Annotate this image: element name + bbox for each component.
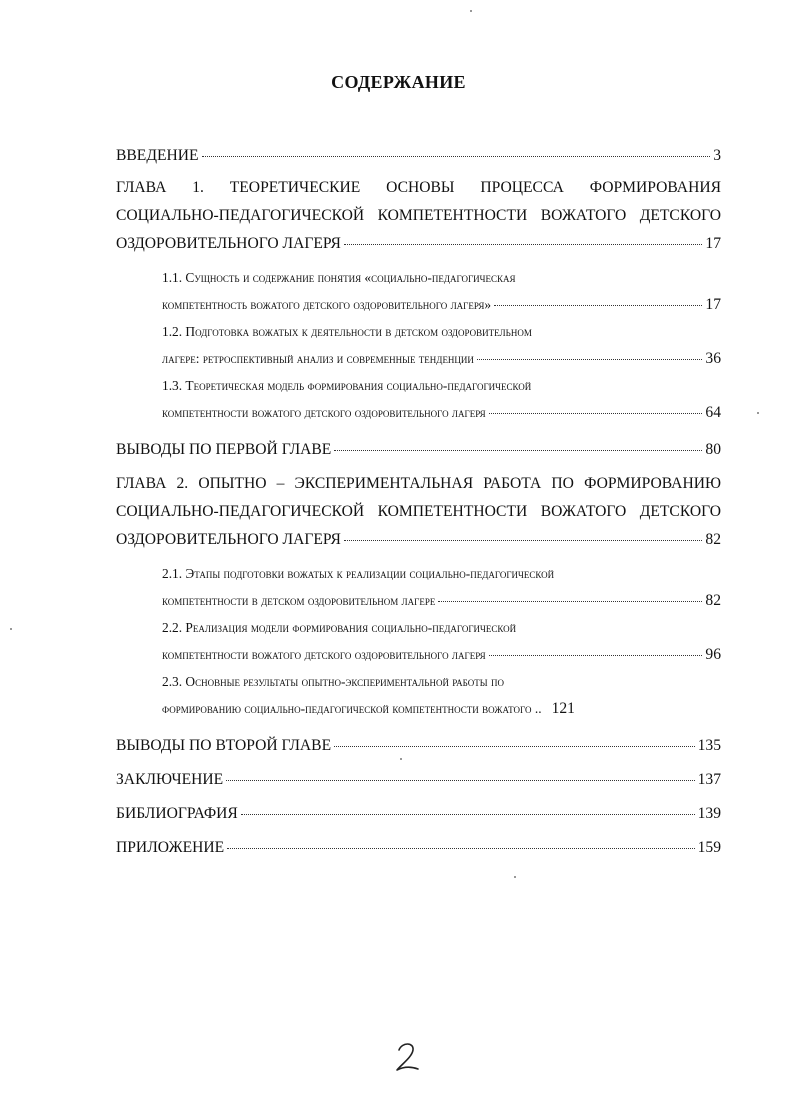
table-of-contents — [116, 142, 721, 862]
dot-leader — [344, 244, 702, 245]
dot-leader — [489, 413, 703, 414]
toc-page-number: 96 — [705, 646, 721, 663]
toc-page-number: 17 — [705, 296, 721, 313]
toc-label-line: 2.1. Этапы подготовки вожатых к реализации социально-педагогической — [162, 566, 555, 581]
toc-page-number: 80 — [705, 441, 721, 458]
toc-page-number: 3 — [713, 147, 721, 164]
toc-page-number: 82 — [705, 531, 721, 548]
toc-label-line: лагере: ретроспективный анализ и современные тенденции — [162, 351, 474, 366]
dot-leader — [202, 156, 711, 157]
toc-label-line: 2.2. Реализация модели формирования социально-педагогической — [162, 620, 517, 635]
toc-label: БИБЛИОГРАФИЯ — [116, 805, 238, 822]
page-title: СОДЕРЖАНИЕ — [331, 72, 466, 92]
handwritten-page-number — [388, 1036, 428, 1076]
toc-label: ПРИЛОЖЕНИЕ — [116, 839, 225, 856]
toc-label-line: ОЗДОРОВИТЕЛЬНОГО ЛАГЕРЯ — [116, 235, 341, 252]
toc-label-line: формированию социально-педагогической компетентности вожатого .. — [162, 701, 542, 716]
toc-label-line: 2.3. Основные результаты опытно-экспериментальной работы по — [162, 674, 504, 689]
toc-page-number: 36 — [705, 350, 721, 367]
toc-label-line: компетентность вожатого детского оздоровительного лагеря» — [162, 297, 492, 312]
toc-label-line: компетентности вожатого детского оздоровительного лагеря — [162, 647, 486, 662]
toc-page-number: 17 — [705, 235, 721, 252]
toc-label-line: СОЦИАЛЬНО-ПЕДАГОГИЧЕСКОЙ КОМПЕТЕНТНОСТИ ВОЖАТОГО ДЕТСКОГО — [116, 207, 721, 224]
toc-entry-appendix[interactable] — [116, 834, 721, 862]
toc-entry-section-2-2[interactable] — [162, 614, 721, 668]
toc-label-line: компетентности вожатого детского оздоровительного лагеря — [162, 405, 486, 420]
dot-leader — [334, 450, 702, 451]
toc-entry-conclusion[interactable] — [116, 766, 721, 794]
toc-entry-section-2-3[interactable] — [162, 668, 721, 722]
dot-leader — [334, 746, 695, 747]
dot-leader — [226, 780, 694, 781]
toc-page-number: 137 — [697, 771, 721, 788]
toc-page-number: 135 — [697, 737, 721, 754]
toc-entry-section-1-1[interactable] — [162, 264, 721, 318]
toc-entry-introduction[interactable] — [116, 142, 721, 170]
toc-label-line: 1.3. Теоретическая модель формирования социально-педагогической — [162, 378, 532, 393]
toc-label: ВЫВОДЫ ПО ВТОРОЙ ГЛАВЕ — [116, 737, 332, 754]
toc-label: ВЫВОДЫ ПО ПЕРВОЙ ГЛАВЕ — [116, 441, 332, 458]
toc-entry-conclusions-chapter-2[interactable] — [116, 732, 721, 760]
toc-label-line: ГЛАВА 1. ТЕОРЕТИЧЕСКИЕ ОСНОВЫ ПРОЦЕССА ФОРМИРОВАНИЯ — [116, 179, 721, 196]
scan-speck — [757, 412, 759, 414]
dot-leader — [241, 814, 695, 815]
toc-label: ЗАКЛЮЧЕНИЕ — [116, 771, 224, 788]
scan-speck — [10, 628, 12, 630]
toc-entry-section-2-1[interactable] — [162, 560, 721, 614]
toc-entry-chapter-2[interactable] — [116, 470, 721, 554]
dot-leader — [438, 601, 702, 602]
toc-page-number: 82 — [705, 592, 721, 609]
toc-label-line: 1.2. Подготовка вожатых к деятельности в детском оздоровительном — [162, 324, 532, 339]
toc-entry-chapter-1[interactable] — [116, 174, 721, 258]
dot-leader — [477, 359, 702, 360]
toc-entry-section-1-2[interactable] — [162, 318, 721, 372]
toc-label-line: СОЦИАЛЬНО-ПЕДАГОГИЧЕСКОЙ КОМПЕТЕНТНОСТИ ВОЖАТОГО ДЕТСКОГО — [116, 503, 721, 520]
scan-speck — [400, 758, 402, 760]
toc-label: ВВЕДЕНИЕ — [116, 147, 199, 164]
scan-speck — [514, 876, 516, 878]
dot-leader — [489, 655, 703, 656]
toc-label-line: ОЗДОРОВИТЕЛЬНОГО ЛАГЕРЯ — [116, 531, 341, 548]
toc-page-number: 159 — [697, 839, 721, 856]
scan-speck — [470, 10, 472, 12]
toc-label-line: ГЛАВА 2. ОПЫТНО – ЭКСПЕРИМЕНТАЛЬНАЯ РАБОТА ПО ФОРМИРОВАНИЮ — [116, 475, 721, 492]
toc-label-line: компетентности в детском оздоровительном лагере — [162, 593, 436, 608]
toc-page-number: 64 — [705, 404, 721, 421]
dot-leader — [344, 540, 702, 541]
toc-page-number: 121 — [551, 700, 575, 717]
dot-leader — [494, 305, 702, 306]
toc-page-number: 139 — [697, 805, 721, 822]
toc-entry-conclusions-chapter-1[interactable] — [116, 436, 721, 464]
toc-label-line: 1.1. Сущность и содержание понятия «социально-педагогическая — [162, 270, 516, 285]
dot-leader — [227, 848, 694, 849]
toc-entry-section-1-3[interactable] — [162, 372, 721, 426]
toc-entry-bibliography[interactable] — [116, 800, 721, 828]
